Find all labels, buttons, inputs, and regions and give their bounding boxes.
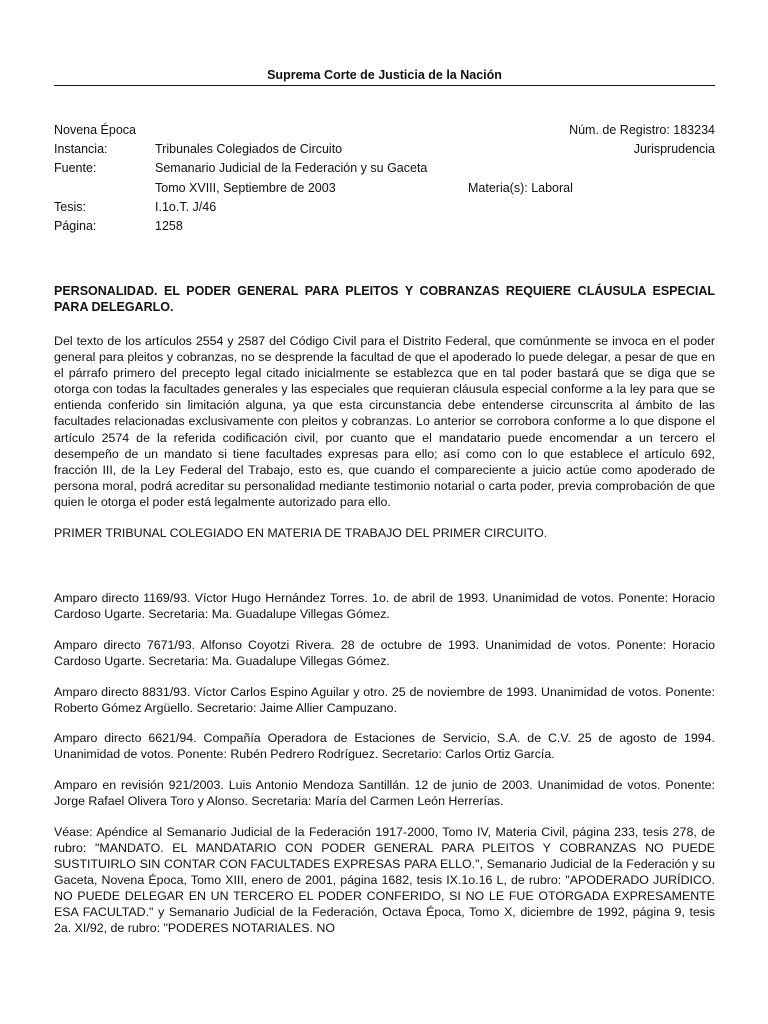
meta-row-pagina xyxy=(54,217,715,236)
registro-value: Núm. de Registro: 183234 xyxy=(569,123,715,137)
precedent-item: Amparo directo 7671/93. Alfonso Coyotzi Rivera. 28 de octubre de 1993. Unanimidad de votos. Ponente: Horacio Cardoso Ugarte. Secretaria: Ma. Guadalupe Villegas Gómez. xyxy=(54,637,715,668)
meta-row-instancia xyxy=(54,140,715,159)
instancia-label: Instancia: xyxy=(54,142,108,157)
precedent-item: Amparo directo 1169/93. Víctor Hugo Hernández Torres. 1o. de abril de 1993. Unanimidad de votos. Ponente: Horacio Cardoso Ugarte. Secretaria: Ma. Guadalupe Villegas Gómez. xyxy=(54,591,715,622)
precedent-item: Amparo directo 6621/94. Compañía Operadora de Estaciones de Servicio, S.A. de C.V. 25 de agosto de 1994. Unanimidad de votos. Ponente: Rubén Pedrero Rodríguez. Secretario: Carlos Ortiz García. xyxy=(54,731,715,762)
meta-row-tesis xyxy=(54,198,715,217)
meta-row-tomo xyxy=(54,179,715,198)
tipo-value: Jurisprudencia xyxy=(633,142,715,157)
pagina-value: 1258 xyxy=(155,218,183,233)
thesis-body xyxy=(54,333,715,951)
meta-row-fuente xyxy=(54,159,715,178)
fuente-label: Fuente: xyxy=(54,161,97,176)
meta-row-epoca xyxy=(54,121,715,140)
thesis-text: Del texto de los artículos 2554 y 2587 del Código Civil para el Distrito Federal, que comúnmente se invoca en el poder general para pleitos y cobranzas, no se desprende la facultad de que el apoderado lo puede delegar, a pesar de que en el párrafo primero del precepto legal citado inicialmente se establezca que en tal poder bastará que se diga que se otorga con todas la facultades generales y las especiales que requieran cláusula especial conforme a la ley para que se entienda conferido sin limitación alguna, ya que esta circunstancia debe entenderse circunscrita al ámbito de las facultades relacionadas exclusivamente con pleitos y cobranzas. Lo anterior se corrobora conforme a lo que dispone el artículo 2574 de la referida codificación civil, por cuanto que el mandatario puede encomendar a un tercero el desempeño de un mandato si tiene facultades expresas para ello; así como con lo que establece el artículo 692, fracción III, de la Ley Federal del Trabajo, esto es, que cuando el compareciente a juicio actúe como apoderado de persona moral, podrá acreditar su personalidad mediante testimonio notarial o carta poder, previa comprobación de que quien le otorga el poder está legalmente autorizado para ello. xyxy=(54,334,715,509)
tesis-value: I.1o.T. J/46 xyxy=(155,199,217,214)
epoca-value: Novena Época xyxy=(54,123,137,137)
see-also-note: Véase: Apéndice al Semanario Judicial de la Federación 1917-2000, Tomo IV, Materia Civil, página 233, tesis 278, de rubro: "MANDATO. EL MANDATARIO CON PODER GENERAL PARA PLEITOS Y COBRANZAS NO PUEDE SUSTITUIRLO SIN CONTAR CON FACULTADES EXPRESAS PARA ELLO.", Semanario Judicial de la Federación y su Gaceta, Novena Época, Tomo XIII, enero de 2001, página 1682, tesis IX.1o.16 L, de rubro: "APODERADO JURÍDICO. NO PUEDE DELEGAR EN UN TERCERO EL PODER CONFERIDO, SI NO LE FUE OTORGADA EXPRESAMENTE ESA FACULTAD." y Semanario Judicial de la Federación, Octava Época, Tomo X, diciembre de 1992, página 9, tesis 2a. XI/92, de rubro: "PODERES NOTARIALES. NO xyxy=(54,824,715,936)
tomo-value: Tomo XVIII, Septiembre de 2003 xyxy=(155,180,336,195)
header-divider xyxy=(54,85,715,86)
court-title: Suprema Corte de Justicia de la Nación xyxy=(267,68,502,82)
materia-value: Materia(s): Laboral xyxy=(468,180,573,195)
instancia-value: Tribunales Colegiados de Circuito xyxy=(155,142,343,157)
thesis-heading: PERSONALIDAD. EL PODER GENERAL PARA PLEITOS Y COBRANZAS REQUIERE CLÁUSULA ESPECIAL PARA DELEGARLO. xyxy=(54,284,715,314)
pagina-label: Página: xyxy=(54,218,97,233)
metadata-block xyxy=(54,121,715,236)
precedent-item: Amparo directo 8831/93. Víctor Carlos Espino Aguilar y otro. 25 de noviembre de 1993. Unanimidad de votos. Ponente: Roberto Gómez Argüello. Secretario: Jaime Allier Campuzano. xyxy=(54,684,715,715)
tesis-label: Tesis: xyxy=(54,199,86,214)
precedent-item: Amparo en revisión 921/2003. Luis Antonio Mendoza Santillán. 12 de junio de 2003. Unanimidad de votos. Ponente: Jorge Rafael Olivera Toro y Alonso. Secretaria: María del Carmen León Herrerías. xyxy=(54,777,715,808)
precedents-list xyxy=(54,590,715,936)
fuente-value: Semanario Judicial de la Federación y su Gaceta xyxy=(155,161,428,176)
tribunal-name: PRIMER TRIBUNAL COLEGIADO EN MATERIA DE TRABAJO DEL PRIMER CIRCUITO. xyxy=(54,526,548,541)
